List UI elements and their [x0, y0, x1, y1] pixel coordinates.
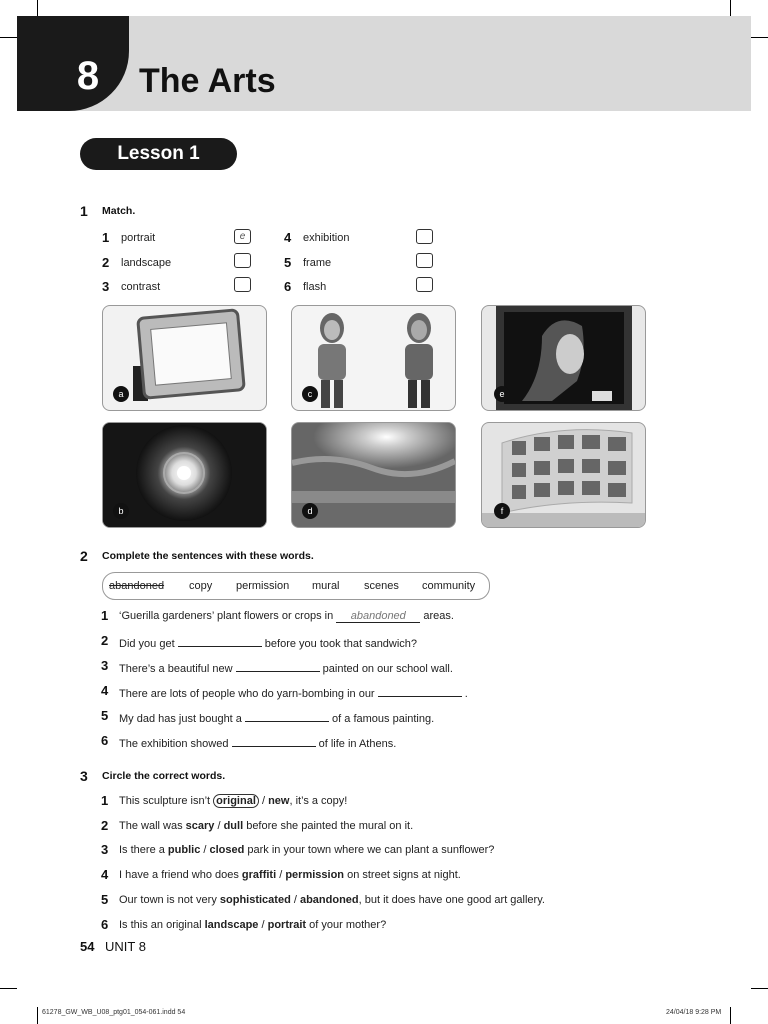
sentence-end: areas.	[423, 610, 454, 622]
sentence-start: This sculpture isn’t	[119, 795, 211, 807]
answer-blank[interactable]	[245, 710, 329, 722]
option-one[interactable]: sophisticated	[219, 894, 291, 906]
match-item-number: 3	[102, 279, 110, 294]
match-item-word: exhibition	[303, 232, 350, 244]
sentence-number: 4	[101, 683, 109, 698]
sentence-start: I have a friend who does	[119, 869, 239, 881]
option-two[interactable]: abandoned	[299, 894, 359, 906]
crop-mark	[37, 1007, 38, 1024]
sentence-end: , it’s a copy!	[289, 795, 348, 807]
sentence-number: 2	[101, 818, 109, 833]
sentence	[119, 919, 386, 931]
sentence-start: Is there a	[119, 844, 165, 856]
sentence-end: before she painted the mural on it.	[243, 820, 414, 832]
option-two[interactable]: dull	[223, 820, 244, 832]
match-answer-box[interactable]: e	[234, 229, 251, 244]
photo-label: b	[113, 503, 129, 519]
sentence-number: 1	[101, 793, 109, 808]
sentence-start: ‘Guerilla gardeners’ plant flowers or crops in	[119, 610, 334, 622]
sentence	[119, 685, 468, 700]
sentence-end: on street signs at night.	[344, 869, 461, 881]
match-item-number: 2	[102, 255, 110, 270]
exercise-2-number: 2	[80, 548, 88, 564]
word-bank	[102, 572, 490, 600]
sentence	[119, 795, 347, 807]
sentence-start: Did you get	[119, 638, 175, 650]
sentence-number: 6	[101, 733, 109, 748]
option-separator: /	[200, 844, 210, 856]
sentence-start: Our town is not very	[119, 894, 217, 906]
match-answer-box[interactable]	[416, 277, 433, 292]
crop-mark	[37, 0, 38, 17]
answer-blank[interactable]	[378, 685, 462, 697]
match-item-word: landscape	[121, 257, 172, 269]
option-two[interactable]: permission	[285, 869, 345, 881]
photo-two-girls	[291, 305, 456, 411]
photo-label: a	[113, 386, 129, 402]
photo-framed-portrait	[481, 305, 646, 411]
exercise-3-number: 3	[80, 768, 88, 784]
word-bank-item: abandoned	[109, 580, 165, 592]
exercise-1-number: 1	[80, 203, 88, 219]
option-separator: /	[258, 919, 268, 931]
sentence	[119, 635, 417, 650]
match-item-word: frame	[303, 257, 332, 269]
print-slug-left: 61278_GW_WB_U08_ptg01_054-061.indd 54	[42, 1009, 186, 1016]
answer-blank[interactable]: abandoned	[336, 610, 420, 623]
sentence-number: 1	[101, 608, 109, 623]
sentence-number: 2	[101, 633, 109, 648]
match-item-word: portrait	[121, 232, 156, 244]
option-two[interactable]: portrait	[267, 919, 307, 931]
sentence	[119, 610, 454, 623]
crop-mark	[0, 988, 17, 989]
sentence	[119, 820, 413, 832]
photo-label: d	[302, 503, 318, 519]
word-bank-item: permission	[236, 580, 290, 592]
option-one[interactable]: landscape	[204, 919, 259, 931]
option-separator: /	[258, 795, 269, 807]
exercise-3-instruction: Circle the correct words.	[102, 770, 226, 782]
option-one[interactable]: original	[213, 794, 259, 808]
photo-picture-frame	[102, 305, 267, 411]
word-bank-item: mural	[312, 580, 340, 592]
sentence-end: .	[464, 688, 468, 700]
sentence-start: There’s a beautiful new	[119, 663, 233, 675]
sentence	[119, 844, 494, 856]
match-item-number: 4	[284, 230, 292, 245]
sentence-start: My dad has just bought a	[119, 713, 242, 725]
sentence-start: The exhibition showed	[119, 738, 229, 750]
word-bank-item: copy	[189, 580, 213, 592]
sentence-number: 4	[101, 867, 109, 882]
sentence-end: of life in Athens.	[318, 738, 397, 750]
print-slug-right: 24/04/18 9:28 PM	[666, 1009, 722, 1016]
crop-mark	[730, 0, 731, 17]
sentence-number: 6	[101, 917, 109, 932]
lesson-label: Lesson 1	[80, 138, 237, 170]
sentence	[119, 735, 396, 750]
match-item-number: 1	[102, 230, 110, 245]
crop-mark	[751, 37, 768, 38]
sentence-number: 5	[101, 708, 109, 723]
page-number: 54	[80, 939, 95, 954]
sentence-end: park in your town where we can plant a sunflower?	[244, 844, 495, 856]
option-separator: /	[214, 820, 224, 832]
match-item-number: 6	[284, 279, 292, 294]
match-item-number: 5	[284, 255, 292, 270]
sentence	[119, 869, 461, 881]
sentence-end: of your mother?	[306, 919, 387, 931]
sentence-start: There are lots of people who do yarn-bombing in our	[119, 688, 375, 700]
sentence	[119, 710, 434, 725]
answer-blank[interactable]	[178, 635, 262, 647]
unit-label: UNIT 8	[105, 939, 146, 954]
sentence-number: 5	[101, 892, 109, 907]
photo-label: f	[494, 503, 510, 519]
sentence-end: , but it does have one good art gallery.	[358, 894, 545, 906]
option-two[interactable]: closed	[209, 844, 245, 856]
answer-blank[interactable]	[232, 735, 316, 747]
option-separator: /	[276, 869, 286, 881]
exercise-1-instruction: Match.	[102, 205, 136, 217]
sentence-end: before you took that sandwich?	[264, 638, 418, 650]
answer-blank[interactable]	[236, 660, 320, 672]
match-answer-box[interactable]	[416, 253, 433, 268]
sentence	[119, 660, 453, 675]
match-item-word: flash	[303, 281, 327, 293]
match-answer-box[interactable]	[416, 229, 433, 244]
photo-label: c	[302, 386, 318, 402]
sentence-start: Is this an original	[119, 919, 202, 931]
word-bank-item: scenes	[364, 580, 399, 592]
option-one[interactable]: scary	[185, 820, 215, 832]
unit-number: 8	[76, 54, 100, 98]
crop-mark	[0, 37, 17, 38]
sentence-end: of a famous painting.	[332, 713, 435, 725]
photo-gallery-wall	[481, 422, 646, 528]
match-item-word: contrast	[121, 281, 161, 293]
sentence-number: 3	[101, 842, 109, 857]
crop-mark	[730, 1007, 731, 1024]
sentence-start: The wall was	[119, 820, 183, 832]
option-separator: /	[290, 894, 300, 906]
photo-light-flash	[102, 422, 267, 528]
unit-title: The Arts	[139, 62, 276, 100]
sentence-number: 3	[101, 658, 109, 673]
sentence-end: painted on our school wall.	[322, 663, 453, 675]
option-one[interactable]: graffiti	[241, 869, 277, 881]
match-answer-box[interactable]	[234, 253, 251, 268]
word-bank-item: community	[422, 580, 476, 592]
photo-landscape	[291, 422, 456, 528]
exercise-2-instruction: Complete the sentences with these words.	[102, 550, 314, 562]
crop-mark	[751, 988, 768, 989]
sentence	[119, 894, 545, 906]
option-one[interactable]: public	[167, 844, 201, 856]
photo-label: e	[494, 386, 510, 402]
match-answer-box[interactable]	[234, 277, 251, 292]
option-two[interactable]: new	[268, 795, 290, 807]
